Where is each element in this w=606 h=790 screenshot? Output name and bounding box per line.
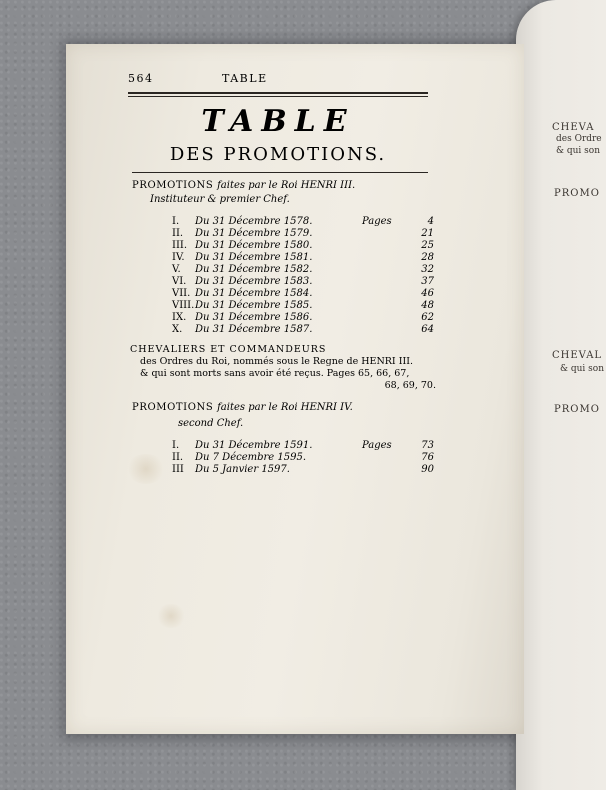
facing-fragment: CHEVA — [552, 122, 595, 133]
promotions-list-henri-iii — [172, 216, 434, 336]
promotion-number: II. — [172, 452, 184, 463]
promotion-date: Du 7 Décembre 1595. — [195, 452, 307, 463]
page-reference: 90 — [421, 464, 434, 475]
promotion-number: IV. — [172, 252, 185, 263]
promotion-row — [172, 240, 434, 252]
page-reference: 48 — [421, 300, 434, 311]
page-reference: 64 — [421, 324, 434, 335]
page-reference: 4 — [427, 216, 434, 227]
facing-page — [516, 0, 606, 790]
promotion-row — [172, 228, 434, 240]
age-stain — [156, 604, 186, 628]
page-reference: 37 — [421, 276, 434, 287]
age-stain — [126, 454, 166, 484]
page-reference: 32 — [421, 264, 434, 275]
promotion-date: Du 31 Décembre 1585. — [195, 300, 313, 311]
page-reference: 21 — [421, 228, 434, 239]
promotion-number: III — [172, 464, 184, 475]
promotion-date: Du 31 Décembre 1583. — [195, 276, 313, 287]
promotion-number: V. — [172, 264, 181, 275]
facing-fragment: PROMO — [554, 404, 600, 415]
promotion-date: Du 31 Décembre 1580. — [195, 240, 313, 251]
promotion-number: VII. — [172, 288, 191, 299]
promotion-row — [172, 264, 434, 276]
page-number: 564 — [128, 72, 154, 85]
section-heading-label: PROMOTIONS — [132, 402, 214, 413]
promotion-date: Du 5 Janvier 1597. — [195, 464, 290, 475]
facing-fragment: des Ordre — [556, 134, 602, 144]
chevaliers-line: des Ordres du Roi, nommés sous le Regne de HENRI III. — [140, 356, 413, 367]
promotion-row — [172, 300, 434, 312]
promotion-date: Du 31 Décembre 1578. — [195, 216, 313, 227]
title-rule — [132, 172, 428, 173]
promotion-row — [172, 324, 434, 336]
page-reference: 46 — [421, 288, 434, 299]
section-subheading: Instituteur & premier Chef. — [150, 194, 290, 205]
section-heading-rest: faites par le Roi HENRI IV. — [217, 402, 353, 413]
chevaliers-line: 68, 69, 70. — [384, 380, 436, 391]
page-reference: 73 — [421, 440, 434, 451]
section-subheading: second Chef. — [178, 418, 244, 429]
promotion-date: Du 31 Décembre 1581. — [195, 252, 313, 263]
promotion-row — [172, 252, 434, 264]
promotion-number: II. — [172, 228, 184, 239]
promotions-list-henri-iv — [172, 440, 434, 476]
header-rule — [128, 92, 428, 94]
header-rule-thin — [128, 96, 428, 97]
chevaliers-line: & qui sont morts sans avoir été reçus. Pages 65, 66, 67, — [140, 368, 410, 379]
facing-fragment: & qui son — [560, 364, 605, 374]
promotion-date: Du 31 Décembre 1587. — [195, 324, 313, 335]
promotion-date: Du 31 Décembre 1584. — [195, 288, 313, 299]
pages-label: Pages — [362, 440, 392, 451]
promotion-date: Du 31 Décembre 1582. — [195, 264, 313, 275]
promotion-row — [172, 440, 434, 452]
page-reference: 25 — [421, 240, 434, 251]
promotion-number: III. — [172, 240, 188, 251]
facing-fragment: & qui son — [556, 146, 601, 156]
section-heading-henri-iv — [132, 402, 353, 413]
pages-label: Pages — [362, 216, 392, 227]
chevaliers-heading: CHEVALIERS ET COMMANDEURS — [130, 344, 327, 355]
promotion-date: Du 31 Décembre 1579. — [195, 228, 313, 239]
section-heading-rest: faites par le Roi HENRI III. — [217, 180, 356, 191]
page-reference: 62 — [421, 312, 434, 323]
facing-fragment: PROMO — [554, 188, 600, 199]
promotion-row — [172, 312, 434, 324]
promotion-date: Du 31 Décembre 1591. — [195, 440, 313, 451]
promotion-row — [172, 288, 434, 300]
section-heading-label: PROMOTIONS — [132, 180, 214, 191]
page-reference: 76 — [421, 452, 434, 463]
chevaliers-entry — [130, 344, 450, 392]
promotion-number: X. — [172, 324, 183, 335]
promotion-number: I. — [172, 440, 180, 451]
promotion-number: IX. — [172, 312, 187, 323]
promotion-number: VI. — [172, 276, 187, 287]
page-reference: 28 — [421, 252, 434, 263]
main-subtitle: DES PROMOTIONS. — [169, 144, 387, 165]
main-title: TABLE — [201, 104, 355, 139]
section-heading-henri-iii — [132, 180, 355, 191]
promotion-date: Du 31 Décembre 1586. — [195, 312, 313, 323]
facing-fragment: CHEVAL — [552, 350, 603, 361]
promotion-row — [172, 276, 434, 288]
promotion-row — [172, 464, 434, 476]
promotion-number: VIII. — [172, 300, 195, 311]
promotion-row — [172, 452, 434, 464]
promotion-number: I. — [172, 216, 180, 227]
running-head-title: TABLE — [222, 72, 268, 85]
promotion-row — [172, 216, 434, 228]
